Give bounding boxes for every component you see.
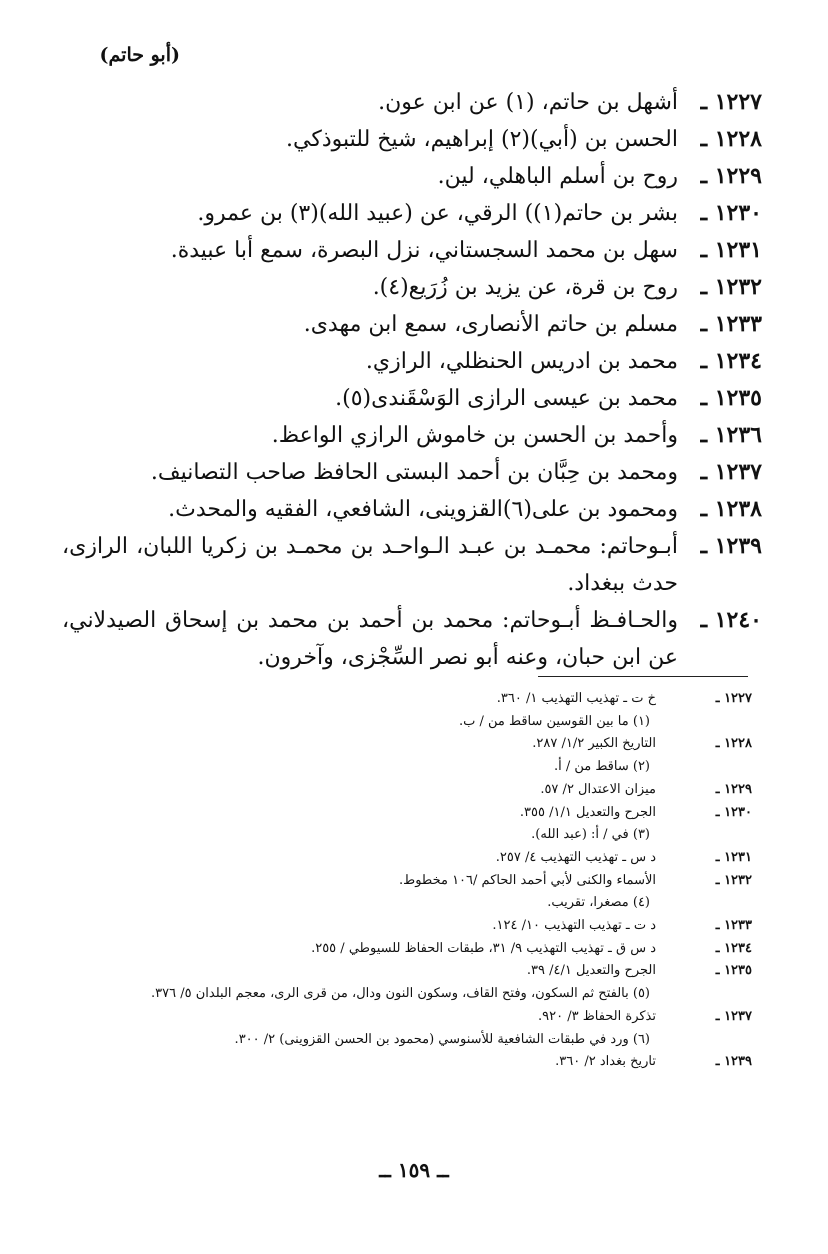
footnote-line <box>52 870 752 893</box>
page-number: ــ ١٥٩ ــ <box>379 1158 449 1182</box>
entry-text: روح بن أسلم الباهلي، لين. <box>437 164 678 189</box>
entry-1234 <box>62 343 762 380</box>
entry-text: ومحمد بن حِبَّان بن أحمد البستى الحافظ صاحب التصانيف. <box>150 460 678 485</box>
entry-number: ١٢٣١ ـ <box>700 237 762 263</box>
footnote-text: (٥) بالفتح ثم السكون، وفتح القاف، وسكون النون ودال، من قرى الرى، معجم البلدان ٥/ ٣٧٦. <box>151 986 650 1002</box>
footnote-entry-number: ١٢٣٥ ـ <box>715 963 752 979</box>
entry-1240 <box>62 602 762 676</box>
footnote-line <box>52 938 752 961</box>
footnote-text: (٣) في / أ: (عبد الله). <box>531 827 650 843</box>
entry-number: ١٢٣٣ ـ <box>700 311 762 337</box>
entry-text: مسلم بن حاتم الأنصارى، سمع ابن مهدى. <box>303 312 678 337</box>
footnotes <box>52 688 752 1074</box>
footnote-line <box>52 688 752 711</box>
footnote-text: د ت ـ تهذيب التهذيب ١٠/ ١٢٤. <box>492 918 656 934</box>
footnote-entry-number: ١٢٣٩ ـ <box>715 1054 752 1070</box>
footnote-line <box>52 983 752 1006</box>
entry-number: ١٢٣٢ ـ <box>700 274 762 300</box>
entry-text: ومحمود بن على(٦)القزوينى، الشافعي، الفقيه والمحدث. <box>168 497 678 522</box>
biography-entries <box>62 84 762 676</box>
entry-number: ١٢٤٠ ـ <box>700 607 762 633</box>
footnote-text: الأسماء والكنى لأبي أحمد الحاكم /١٠٦ مخطوط. <box>399 872 656 888</box>
entry-1238 <box>62 491 762 528</box>
entry-1231 <box>62 232 762 269</box>
entry-text: أبـوحاتم: محمـد بن عبـد الـواحـد بن محمـد بن زكريا اللبان، الرازى، حدث ببغداد. <box>62 534 678 596</box>
footnote-entry-number: ١٢٣٠ ـ <box>715 804 752 820</box>
entry-number: ١٢٢٧ ـ <box>700 89 762 115</box>
entry-1235 <box>62 380 762 417</box>
entry-number: ١٢٣٤ ـ <box>700 348 762 374</box>
footnote-line <box>52 1006 752 1029</box>
footnote-line <box>52 1051 752 1074</box>
footnote-entry-number: ١٢٢٨ ـ <box>715 736 752 752</box>
entry-text: أشهل بن حاتم، (١) عن ابن عون. <box>378 90 678 115</box>
entry-1239 <box>62 528 762 602</box>
entry-number: ١٢٣٦ ـ <box>700 422 762 448</box>
footnote-text: تاريخ بغداد ٢/ ٣٦٠. <box>555 1054 656 1070</box>
footnote-text: (٢) ساقط من / أ. <box>553 759 650 775</box>
footnote-entry-number: ١٢٣١ ـ <box>715 849 752 865</box>
footnote-line <box>52 1029 752 1052</box>
footnote-line <box>52 824 752 847</box>
footnote-text: د س ق ـ تهذيب التهذيب ٩/ ٣١، طبقات الحفاظ للسيوطي / ٢٥٥. <box>311 940 656 956</box>
running-head: (أبو حاتم) <box>99 44 180 66</box>
footnote-line <box>52 847 752 870</box>
entry-text: محمد بن ادريس الحنظلي، الرازي. <box>365 349 678 374</box>
footnote-text: الجرح والتعديل ٤/١/ ٣٩. <box>526 963 656 979</box>
entry-text: الحسن بن (أبي)(٢) إبراهيم، شيخ للتبوذكي. <box>286 127 678 152</box>
footnote-entry-number: ١٢٢٩ ـ <box>715 781 752 797</box>
footnote-text: التاريخ الكبير ١/٢/ ٢٨٧. <box>532 736 656 752</box>
footnote-line <box>52 960 752 983</box>
footnote-text: د س ـ تهذيب التهذيب ٤/ ٢٥٧. <box>495 849 656 865</box>
footnote-entry-number: ١٢٣٧ ـ <box>715 1008 752 1024</box>
footnote-text: (٦) ورد في طبقات الشافعية للأسنوسي (محمود بن الحسن القزوينى) ٢/ ٣٠٠. <box>234 1031 650 1047</box>
footnote-text: ميزان الاعتدال ٢/ ٥٧. <box>540 781 656 797</box>
footnote-entry-number: ١٢٣٢ ـ <box>715 872 752 888</box>
footnote-line <box>52 802 752 825</box>
entry-1233 <box>62 306 762 343</box>
footnote-divider <box>538 676 748 677</box>
entry-number: ١٢٣٩ ـ <box>700 533 762 559</box>
footnote-line <box>52 779 752 802</box>
footnote-text: تذكرة الحفاظ ٣/ ٩٢٠. <box>538 1008 656 1024</box>
entry-number: ١٢٢٩ ـ <box>700 163 762 189</box>
entry-number: ١٢٣٧ ـ <box>700 459 762 485</box>
entry-1237 <box>62 454 762 491</box>
entry-text: والحـافـظ أبـوحاتم: محمد بن أحمد بن محمد بن إسحاق الصيدلاني، عن ابن حبان، وعنه أبو نصر السِّجْزى، وآخرون. <box>62 608 678 670</box>
entry-1232 <box>62 269 762 306</box>
footnote-entry-number: ١٢٢٧ ـ <box>715 691 752 706</box>
entry-1236 <box>62 417 762 454</box>
entry-number: ١٢٣٨ ـ <box>700 496 762 522</box>
footnote-text: الجرح والتعديل ١/١/ ٣٥٥. <box>519 804 656 820</box>
entry-text: وأحمد بن الحسن بن خاموش الرازي الواعظ. <box>271 423 678 448</box>
footnote-entry-number: ١٢٣٣ ـ <box>715 918 752 934</box>
entry-number: ١٢٢٨ ـ <box>700 126 762 152</box>
entry-text: روح بن قرة، عن يزيد بن زُرَيع(٤). <box>372 275 678 300</box>
footnote-line <box>52 915 752 938</box>
footnote-line <box>52 756 752 779</box>
entry-1229 <box>62 158 762 195</box>
footnote-text: (٤) مصغرا، تقريب. <box>547 895 650 911</box>
entry-text: سهل بن محمد السجستاني، نزل البصرة، سمع أبا عبيدة. <box>170 238 678 263</box>
entry-1227 <box>62 84 762 121</box>
entry-1228 <box>62 121 762 158</box>
footnote-text: (١) ما بين القوسين ساقط من / ب. <box>458 713 650 729</box>
entry-number: ١٢٣٥ ـ <box>700 385 762 411</box>
entry-1230 <box>62 195 762 232</box>
entry-text: محمد بن عيسى الرازى الوَسْقَندى(٥). <box>335 386 678 411</box>
footnote-line <box>52 892 752 915</box>
entry-number: ١٢٣٠ ـ <box>700 200 762 226</box>
footnote-entry-number: ١٢٣٤ ـ <box>715 940 752 956</box>
footnote-line <box>52 733 752 756</box>
footnote-text: خ ت ـ تهذيب التهذيب ١/ ٣٦٠. <box>496 691 656 706</box>
footnote-line <box>52 711 752 734</box>
entry-text: بشر بن حاتم(١)) الرقي، عن (عبيد الله)(٣) بن عمرو. <box>197 201 678 226</box>
